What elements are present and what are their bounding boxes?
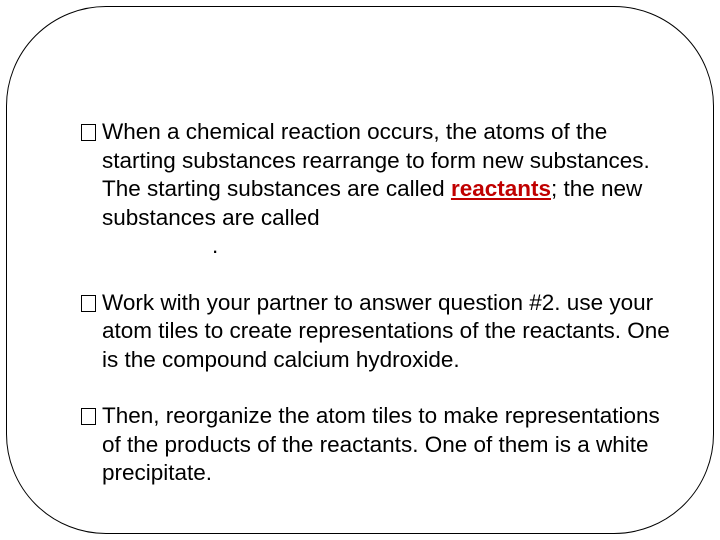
bullet-partner-work (78, 289, 678, 375)
bullet-trailing-period: . (212, 233, 219, 258)
bullet-text: Work with your partner to answer question #2. use your atom tiles to create representations of the reactants. One is the compound calcium hydroxide. (102, 289, 670, 372)
bullet-reorganize (78, 402, 678, 488)
bullet-text: Then, reorganize the atom tiles to make representations of the products of the reactants. One of them is a white precipitate. (102, 403, 660, 485)
keyword-reactants: reactants (450, 176, 551, 201)
bullet-reaction-definition (78, 118, 678, 261)
bullet-list (78, 118, 678, 488)
bullet-text-part1: When a chemical reaction occurs, the atoms of the starting substances rearrange to form new substances. The starting substances are called (102, 119, 650, 201)
bullet-text-part2: ; the new substances are called (102, 176, 643, 230)
